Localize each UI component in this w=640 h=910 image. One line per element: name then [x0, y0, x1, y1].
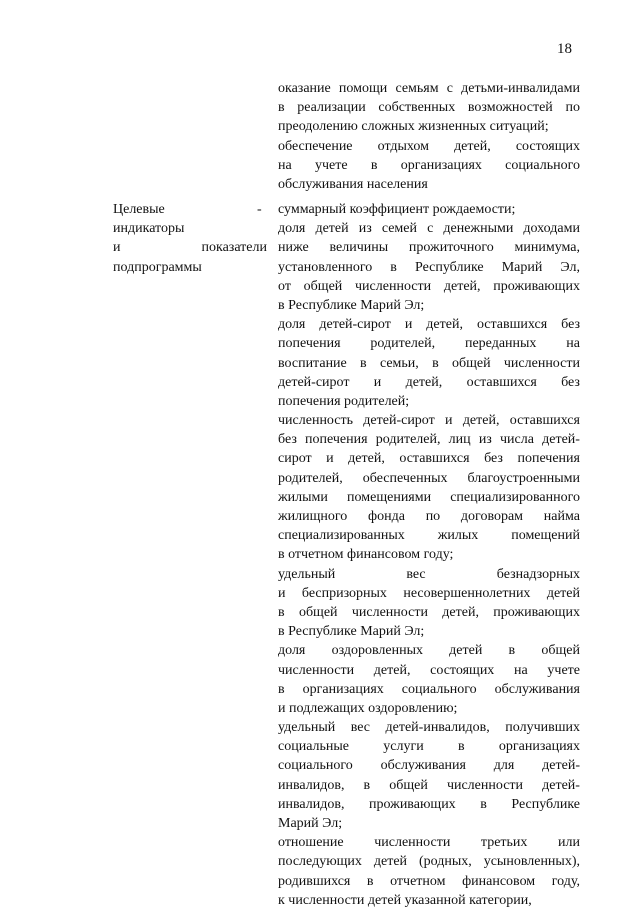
- text-line: жилищного фонда по договорам найма: [278, 509, 580, 524]
- text-line: оказание помощи семьям с детьми-инвалидами: [278, 81, 580, 96]
- text-line: попечения родителей, переданных на: [278, 336, 580, 352]
- text-line: специализированных жилых помещений: [278, 528, 580, 544]
- text-line: в Республике Марий Эл;: [278, 624, 425, 640]
- text-line: в реализации собственных возможностей по: [278, 100, 580, 116]
- text-line: в общей численности детей, проживающих: [278, 604, 580, 620]
- text-line: жилыми помещениями специализированного: [278, 489, 580, 505]
- text-line: на учете в организациях социального: [278, 157, 580, 173]
- section-label: [113, 200, 267, 277]
- text-line: индикаторы: [113, 221, 185, 237]
- text-line: последующих детей (родных, усыновленных),: [278, 854, 580, 870]
- text-line: доля оздоровленных детей в общей: [278, 643, 580, 659]
- text-line: отношение численности третьих или: [278, 835, 580, 851]
- text-line: преодолению сложных жизненных ситуаций;: [278, 119, 549, 135]
- text-line: сирот и детей, оставшихся без попечения: [278, 451, 580, 467]
- text-line: доля детей-сирот и детей, оставшихся без: [278, 317, 580, 333]
- text-line: в отчетном финансовом году;: [278, 547, 454, 563]
- text-line: родившихся в отчетном финансовом году,: [278, 873, 580, 889]
- text-line: установленного в Республике Марий Эл,: [278, 259, 580, 275]
- text-line: и подлежащих оздоровлению;: [278, 700, 458, 716]
- text-line: численности детей, состоящих на учете: [278, 662, 580, 678]
- text-line: без попечения родителей, лиц из числа детей-: [278, 432, 580, 448]
- text-line: социального обслуживания для детей-: [278, 758, 580, 774]
- text-line: в Республике Марий Эл;: [278, 297, 425, 313]
- text-line: воспитание в семьи, в общей численности: [278, 355, 580, 371]
- continuation-text: [278, 79, 580, 194]
- label-dash: -: [257, 202, 262, 217]
- text-line: Целевые: [113, 202, 165, 217]
- text-line: обслуживания населения: [278, 176, 428, 192]
- text-line: социальные услуги в организациях: [278, 739, 580, 755]
- text-line: доля детей из семей с денежными доходами: [278, 221, 580, 237]
- text-line: от общей численности детей, проживающих: [278, 278, 580, 294]
- text-line: Марий Эл;: [278, 816, 343, 831]
- text-line: детей-сирот и детей, оставшихся без: [278, 374, 580, 390]
- text-line: и показатели: [113, 240, 267, 256]
- text-line: попечения родителей;: [278, 393, 410, 409]
- text-line: численность детей-сирот и детей, оставшихся: [278, 413, 580, 429]
- text-line: удельный вес детей-инвалидов, получивших: [278, 720, 580, 736]
- text-line: к численности детей указанной категории,: [278, 892, 532, 908]
- text-line: обеспечение отдыхом детей, состоящих: [278, 138, 580, 154]
- page-number: 18: [557, 41, 572, 57]
- text-line: инвалидов, в общей численности детей-: [278, 777, 580, 793]
- text-line: ниже величины прожиточного минимума,: [278, 240, 580, 256]
- text-line: суммарный коэффициент рождаемости;: [278, 202, 516, 217]
- text-line: удельный вес безнадзорных: [278, 566, 580, 582]
- text-line: подпрограммы: [113, 259, 202, 275]
- text-line: в организациях социального обслуживания: [278, 681, 580, 697]
- indicators-text: [278, 200, 580, 910]
- text-line: родителей, обеспеченных благоустроенными: [278, 470, 580, 486]
- text-line: и беспризорных несовершеннолетних детей: [278, 585, 580, 601]
- text-line: инвалидов, проживающих в Республике: [278, 796, 580, 812]
